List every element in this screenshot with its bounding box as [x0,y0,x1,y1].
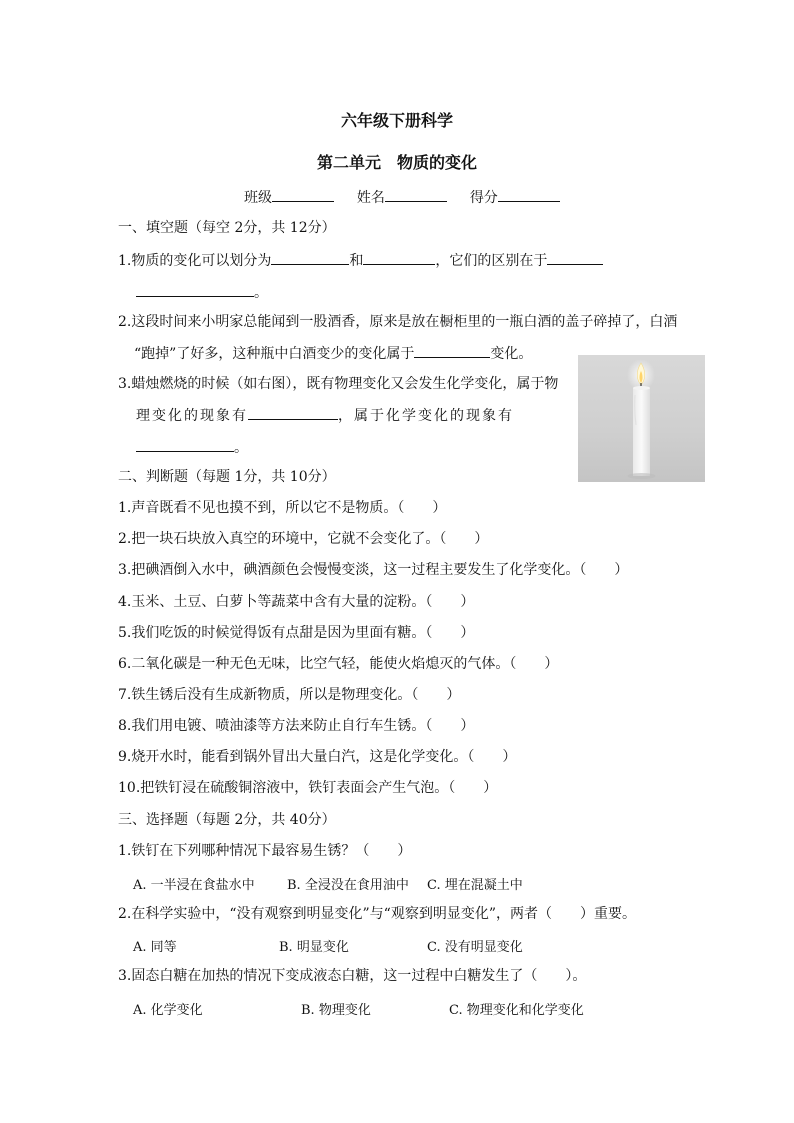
choice-q1-option-c[interactable]: C. 埋在混凝土中 [427,878,523,893]
fill-q1-text-b: 和 [349,253,364,269]
name-blank[interactable] [385,187,447,202]
student-info-row [244,187,560,207]
fill-q1-end: 。 [254,285,268,301]
score-blank[interactable] [498,187,560,202]
score-label: 得分 [469,190,498,206]
class-blank[interactable] [272,187,334,202]
judge-question-9: 9.烧开水时，能看到锅外冒出大量白汽，这是化学变化。（ ） [118,749,517,765]
choice-q2-option-c[interactable]: C. 没有明显变化 [427,940,523,955]
candle-icon [578,355,705,482]
fill-q3-text-b: 理变化的现象有 [136,408,248,424]
choice-q2-option-b[interactable]: B. 明显变化 [279,940,349,955]
fill-q1-text-a: 1.物质的变化可以划分为 [118,253,272,269]
choice-question-1: 1.铁钉在下列哪种情况下最容易生锈？（ ） [118,843,412,859]
judge-question-6: 6.二氧化碳是一种无色无味，比空气轻，能使火焰熄灭的气体。（ ） [118,656,559,672]
choice-q1-option-a[interactable]: A. 一半浸在食盐水中 [133,878,255,893]
fill-q1-text-c: ，它们的区别在于 [435,253,548,269]
judge-question-7: 7.铁生锈后没有生成新物质，所以是物理变化。（ ） [118,687,461,703]
section1-heading: 一、填空题（每空 2分，共 12分） [118,220,336,236]
choice-q3-option-a[interactable]: A. 化学变化 [133,1003,203,1018]
choice-q3-option-c[interactable]: C. 物理变化和化学变化 [449,1003,584,1018]
judge-question-8: 8.我们用电镀、喷油漆等方法来防止自行车生锈。（ ） [118,718,475,734]
fill-question-2: 2.这段时间来小明家总能闻到一股酒香，原来是放在橱柜里的一瓶白酒的盖子碎掉了，白酒 [118,314,678,330]
section3-heading: 三、选择题（每题 2分，共 40分） [118,812,336,828]
fill-q3-blank-1[interactable] [248,405,338,420]
name-label: 姓名 [356,190,385,206]
choice-q3-option-b[interactable]: B. 物理变化 [301,1003,371,1018]
judge-question-10: 10.把铁钉浸在硫酸铜溶液中，铁钉表面会产生气泡。（ ） [118,780,498,796]
fill-q3-text-c: ，属于化学变化的现象有 [338,408,514,424]
judge-question-5: 5.我们吃饭的时候觉得饭有点甜是因为里面有糖。（ ） [118,625,475,641]
fill-q3-end: 。 [234,440,248,456]
choice-q1-option-b[interactable]: B. 全浸没在食用油中 [287,878,409,893]
choice-q2-option-a[interactable]: A. 同等 [133,940,177,955]
fill-question-2-cont [134,343,532,363]
fill-q2-blank[interactable] [414,343,490,358]
unit-title: 第二单元 物质的变化 [316,153,477,172]
candle-image [578,355,705,482]
choice-question-2: 2.在科学实验中，“没有观察到明显变化”与“观察到明显变化”，两者（ ）重要。 [118,906,636,922]
judge-question-2: 2.把一块石块放入真空的环境中，它就不会变化了。（ ） [118,531,489,547]
fill-q1-blank-1[interactable] [271,250,349,265]
judge-question-4: 4.玉米、土豆、白萝卜等蔬菜中含有大量的淀粉。（ ） [118,594,475,610]
fill-q2-text-c: 变化。 [490,346,533,362]
fill-question-3: 3.蜡烛燃烧的时候（如右图），既有物理变化又会发生化学变化，属于物 [118,376,559,392]
page-title: 六年级下册科学 [340,111,453,130]
fill-question-3-end [136,437,248,457]
fill-question-3-cont [136,405,560,425]
fill-q2-text-b: “跑掉”了好多，这种瓶中白酒变少的变化属于 [134,346,415,362]
choice-question-3: 3.固态白糖在加热的情况下变成液态白糖，这一过程中白糖发生了（ ）。 [118,968,587,984]
fill-q1-blank-3b[interactable] [136,282,254,297]
judge-question-3: 3.把碘酒倒入水中，碘酒颜色会慢慢变淡，这一过程主要发生了化学变化。（ ） [118,562,629,578]
class-label: 班级 [244,190,272,206]
section2-heading: 二、判断题（每题 1分，共 10分） [118,469,336,485]
judge-question-1: 1.声音既看不见也摸不到，所以它不是物质。（ ） [118,500,447,516]
fill-question-1 [118,250,603,270]
fill-q1-blank-3a[interactable] [547,250,603,265]
fill-q1-blank-2[interactable] [363,250,435,265]
fill-q3-blank-2[interactable] [136,437,234,452]
fill-question-1-cont [136,282,268,302]
